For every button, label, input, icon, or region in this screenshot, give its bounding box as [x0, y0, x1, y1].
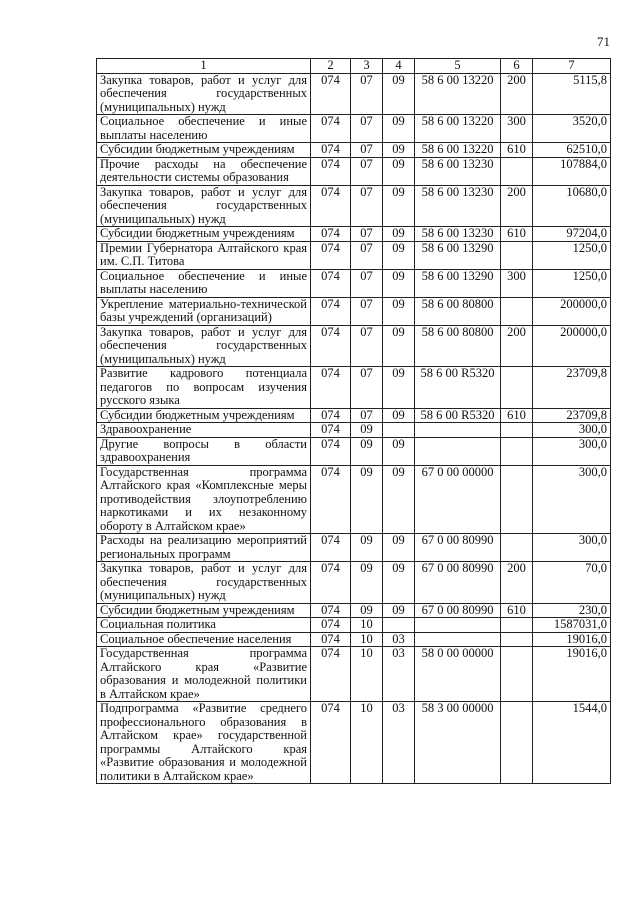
item-name: Другие вопросы в области здравоохранения [97, 437, 311, 465]
ministry-code: 074 [311, 227, 351, 242]
ministry-code: 074 [311, 647, 351, 702]
expense-type-code [501, 157, 533, 185]
subsection-code: 09 [383, 115, 415, 143]
subsection-code: 09 [383, 367, 415, 409]
expense-type-code [501, 241, 533, 269]
amount: 300,0 [533, 423, 611, 438]
subsection-code [383, 423, 415, 438]
subsection-code: 09 [383, 73, 415, 115]
amount: 300,0 [533, 465, 611, 534]
amount: 1250,0 [533, 269, 611, 297]
table-row [97, 73, 611, 115]
target-article-code: 58 3 00 00000 [415, 702, 501, 784]
target-article-code: 58 6 00 R5320 [415, 408, 501, 423]
page-number: 71 [597, 34, 610, 49]
table-row [97, 325, 611, 367]
target-article-code: 67 0 00 80990 [415, 534, 501, 562]
subsection-code: 09 [383, 185, 415, 227]
subsection-code: 09 [383, 297, 415, 325]
target-article-code [415, 423, 501, 438]
item-name: Прочие расходы на обеспечение деятельности системы образования [97, 157, 311, 185]
ministry-code: 074 [311, 297, 351, 325]
item-name: Закупка товаров, работ и услуг для обеспечения государственных (муниципальных) нужд [97, 73, 311, 115]
amount: 70,0 [533, 562, 611, 604]
target-article-code [415, 632, 501, 647]
expense-type-code: 610 [501, 408, 533, 423]
amount: 23709,8 [533, 367, 611, 409]
ministry-code: 074 [311, 325, 351, 367]
ministry-code: 074 [311, 73, 351, 115]
target-article-code: 58 6 00 R5320 [415, 367, 501, 409]
ministry-code: 074 [311, 534, 351, 562]
subsection-code [383, 618, 415, 633]
ministry-code: 074 [311, 603, 351, 618]
target-article-code [415, 437, 501, 465]
target-article-code: 58 6 00 13230 [415, 185, 501, 227]
amount: 1587031,0 [533, 618, 611, 633]
target-article-code: 67 0 00 80990 [415, 603, 501, 618]
table-row [97, 143, 611, 158]
target-article-code: 58 6 00 13220 [415, 73, 501, 115]
amount: 1544,0 [533, 702, 611, 784]
subsection-code: 09 [383, 437, 415, 465]
section-code: 07 [351, 325, 383, 367]
section-code: 09 [351, 534, 383, 562]
target-article-code: 58 6 00 13220 [415, 115, 501, 143]
subsection-code: 09 [383, 143, 415, 158]
table-row [97, 241, 611, 269]
target-article-code: 58 6 00 13290 [415, 241, 501, 269]
item-name: Социальная политика [97, 618, 311, 633]
item-name: Государственная программа Алтайского края «Комплексные меры противодействия злоупотреблению наркотиками и их незаконному обороту в Алтайском крае» [97, 465, 311, 534]
expense-type-code: 200 [501, 325, 533, 367]
header-cell: 4 [383, 59, 415, 74]
ministry-code: 074 [311, 632, 351, 647]
ministry-code: 074 [311, 562, 351, 604]
subsection-code: 09 [383, 465, 415, 534]
expense-type-code [501, 534, 533, 562]
table-row [97, 465, 611, 534]
amount: 10680,0 [533, 185, 611, 227]
target-article-code: 58 0 00 00000 [415, 647, 501, 702]
subsection-code: 09 [383, 269, 415, 297]
section-code: 09 [351, 562, 383, 604]
item-name: Подпрограмма «Развитие среднего профессионального образования в Алтайском крае» государственной программы Алтайского края «Развитие образования и молодежной политики в Алтайском крае» [97, 702, 311, 784]
item-name: Укрепление материально-технической базы учреждений (организаций) [97, 297, 311, 325]
ministry-code: 074 [311, 465, 351, 534]
section-code: 07 [351, 367, 383, 409]
table-row [97, 157, 611, 185]
header-cell: 7 [533, 59, 611, 74]
ministry-code: 074 [311, 269, 351, 297]
ministry-code: 074 [311, 185, 351, 227]
amount: 1250,0 [533, 241, 611, 269]
target-article-code: 58 6 00 13290 [415, 269, 501, 297]
ministry-code: 074 [311, 143, 351, 158]
section-code: 10 [351, 702, 383, 784]
expense-type-code: 200 [501, 73, 533, 115]
ministry-code: 074 [311, 241, 351, 269]
subsection-code: 09 [383, 325, 415, 367]
item-name: Субсидии бюджетным учреждениям [97, 227, 311, 242]
item-name: Государственная программа Алтайского края «Развитие образования и молодежной политики в Алтайском крае» [97, 647, 311, 702]
amount: 200000,0 [533, 325, 611, 367]
amount: 300,0 [533, 534, 611, 562]
table-row [97, 227, 611, 242]
table-row [97, 647, 611, 702]
item-name: Закупка товаров, работ и услуг для обеспечения государственных (муниципальных) нужд [97, 185, 311, 227]
amount: 97204,0 [533, 227, 611, 242]
amount: 23709,8 [533, 408, 611, 423]
subsection-code: 09 [383, 603, 415, 618]
table-row [97, 632, 611, 647]
table-row [97, 562, 611, 604]
section-code: 07 [351, 157, 383, 185]
expense-type-code [501, 367, 533, 409]
expense-type-code: 200 [501, 185, 533, 227]
amount: 230,0 [533, 603, 611, 618]
item-name: Социальное обеспечение и иные выплаты населению [97, 269, 311, 297]
table-row [97, 297, 611, 325]
expense-type-code [501, 437, 533, 465]
item-name: Премии Губернатора Алтайского края им. С.П. Титова [97, 241, 311, 269]
ministry-code: 074 [311, 423, 351, 438]
item-name: Закупка товаров, работ и услуг для обеспечения государственных (муниципальных) нужд [97, 325, 311, 367]
section-code: 10 [351, 618, 383, 633]
header-row [97, 59, 611, 74]
section-code: 09 [351, 603, 383, 618]
table-row [97, 367, 611, 409]
item-name: Закупка товаров, работ и услуг для обеспечения государственных (муниципальных) нужд [97, 562, 311, 604]
section-code: 07 [351, 73, 383, 115]
target-article-code: 58 6 00 13230 [415, 157, 501, 185]
amount: 62510,0 [533, 143, 611, 158]
ministry-code: 074 [311, 408, 351, 423]
target-article-code: 58 6 00 13230 [415, 227, 501, 242]
amount: 107884,0 [533, 157, 611, 185]
ministry-code: 074 [311, 437, 351, 465]
amount: 5115,8 [533, 73, 611, 115]
table-row [97, 702, 611, 784]
subsection-code: 09 [383, 227, 415, 242]
amount: 200000,0 [533, 297, 611, 325]
section-code: 07 [351, 241, 383, 269]
section-code: 10 [351, 632, 383, 647]
ministry-code: 074 [311, 367, 351, 409]
subsection-code: 03 [383, 632, 415, 647]
item-name: Субсидии бюджетным учреждениям [97, 408, 311, 423]
item-name: Субсидии бюджетным учреждениям [97, 603, 311, 618]
table-row [97, 423, 611, 438]
header-cell: 1 [97, 59, 311, 74]
subsection-code: 09 [383, 241, 415, 269]
item-name: Здравоохранение [97, 423, 311, 438]
table-row [97, 437, 611, 465]
target-article-code: 58 6 00 80800 [415, 297, 501, 325]
expense-type-code: 610 [501, 143, 533, 158]
expense-type-code [501, 423, 533, 438]
expense-type-code: 200 [501, 562, 533, 604]
section-code: 07 [351, 115, 383, 143]
target-article-code: 67 0 00 80990 [415, 562, 501, 604]
section-code: 09 [351, 437, 383, 465]
table-row [97, 115, 611, 143]
expense-type-code: 610 [501, 603, 533, 618]
target-article-code [415, 618, 501, 633]
expense-type-code [501, 297, 533, 325]
item-name: Социальное обеспечение и иные выплаты населению [97, 115, 311, 143]
amount: 300,0 [533, 437, 611, 465]
table-row [97, 603, 611, 618]
ministry-code: 074 [311, 618, 351, 633]
section-code: 07 [351, 408, 383, 423]
table-row [97, 269, 611, 297]
section-code: 07 [351, 297, 383, 325]
section-code: 09 [351, 423, 383, 438]
item-name: Социальное обеспечение населения [97, 632, 311, 647]
header-cell: 3 [351, 59, 383, 74]
expense-type-code [501, 702, 533, 784]
target-article-code: 67 0 00 00000 [415, 465, 501, 534]
target-article-code: 58 6 00 13220 [415, 143, 501, 158]
section-code: 07 [351, 185, 383, 227]
table-row [97, 618, 611, 633]
expense-type-code: 300 [501, 269, 533, 297]
table-row [97, 534, 611, 562]
ministry-code: 074 [311, 702, 351, 784]
item-name: Развитие кадрового потенциала педагогов по вопросам изучения русского языка [97, 367, 311, 409]
amount: 19016,0 [533, 632, 611, 647]
expense-type-code [501, 465, 533, 534]
budget-table [96, 58, 611, 784]
expense-type-code [501, 632, 533, 647]
header-cell: 2 [311, 59, 351, 74]
subsection-code: 09 [383, 157, 415, 185]
subsection-code: 09 [383, 534, 415, 562]
expense-type-code [501, 647, 533, 702]
expense-type-code: 610 [501, 227, 533, 242]
expense-type-code: 300 [501, 115, 533, 143]
subsection-code: 09 [383, 408, 415, 423]
subsection-code: 09 [383, 562, 415, 604]
table-row [97, 185, 611, 227]
table-row [97, 408, 611, 423]
header-cell: 5 [415, 59, 501, 74]
section-code: 07 [351, 269, 383, 297]
section-code: 07 [351, 227, 383, 242]
subsection-code: 03 [383, 647, 415, 702]
amount: 19016,0 [533, 647, 611, 702]
target-article-code: 58 6 00 80800 [415, 325, 501, 367]
ministry-code: 074 [311, 157, 351, 185]
expense-type-code [501, 618, 533, 633]
section-code: 07 [351, 143, 383, 158]
section-code: 10 [351, 647, 383, 702]
header-cell: 6 [501, 59, 533, 74]
ministry-code: 074 [311, 115, 351, 143]
amount: 3520,0 [533, 115, 611, 143]
subsection-code: 03 [383, 702, 415, 784]
section-code: 09 [351, 465, 383, 534]
item-name: Субсидии бюджетным учреждениям [97, 143, 311, 158]
item-name: Расходы на реализацию мероприятий региональных программ [97, 534, 311, 562]
